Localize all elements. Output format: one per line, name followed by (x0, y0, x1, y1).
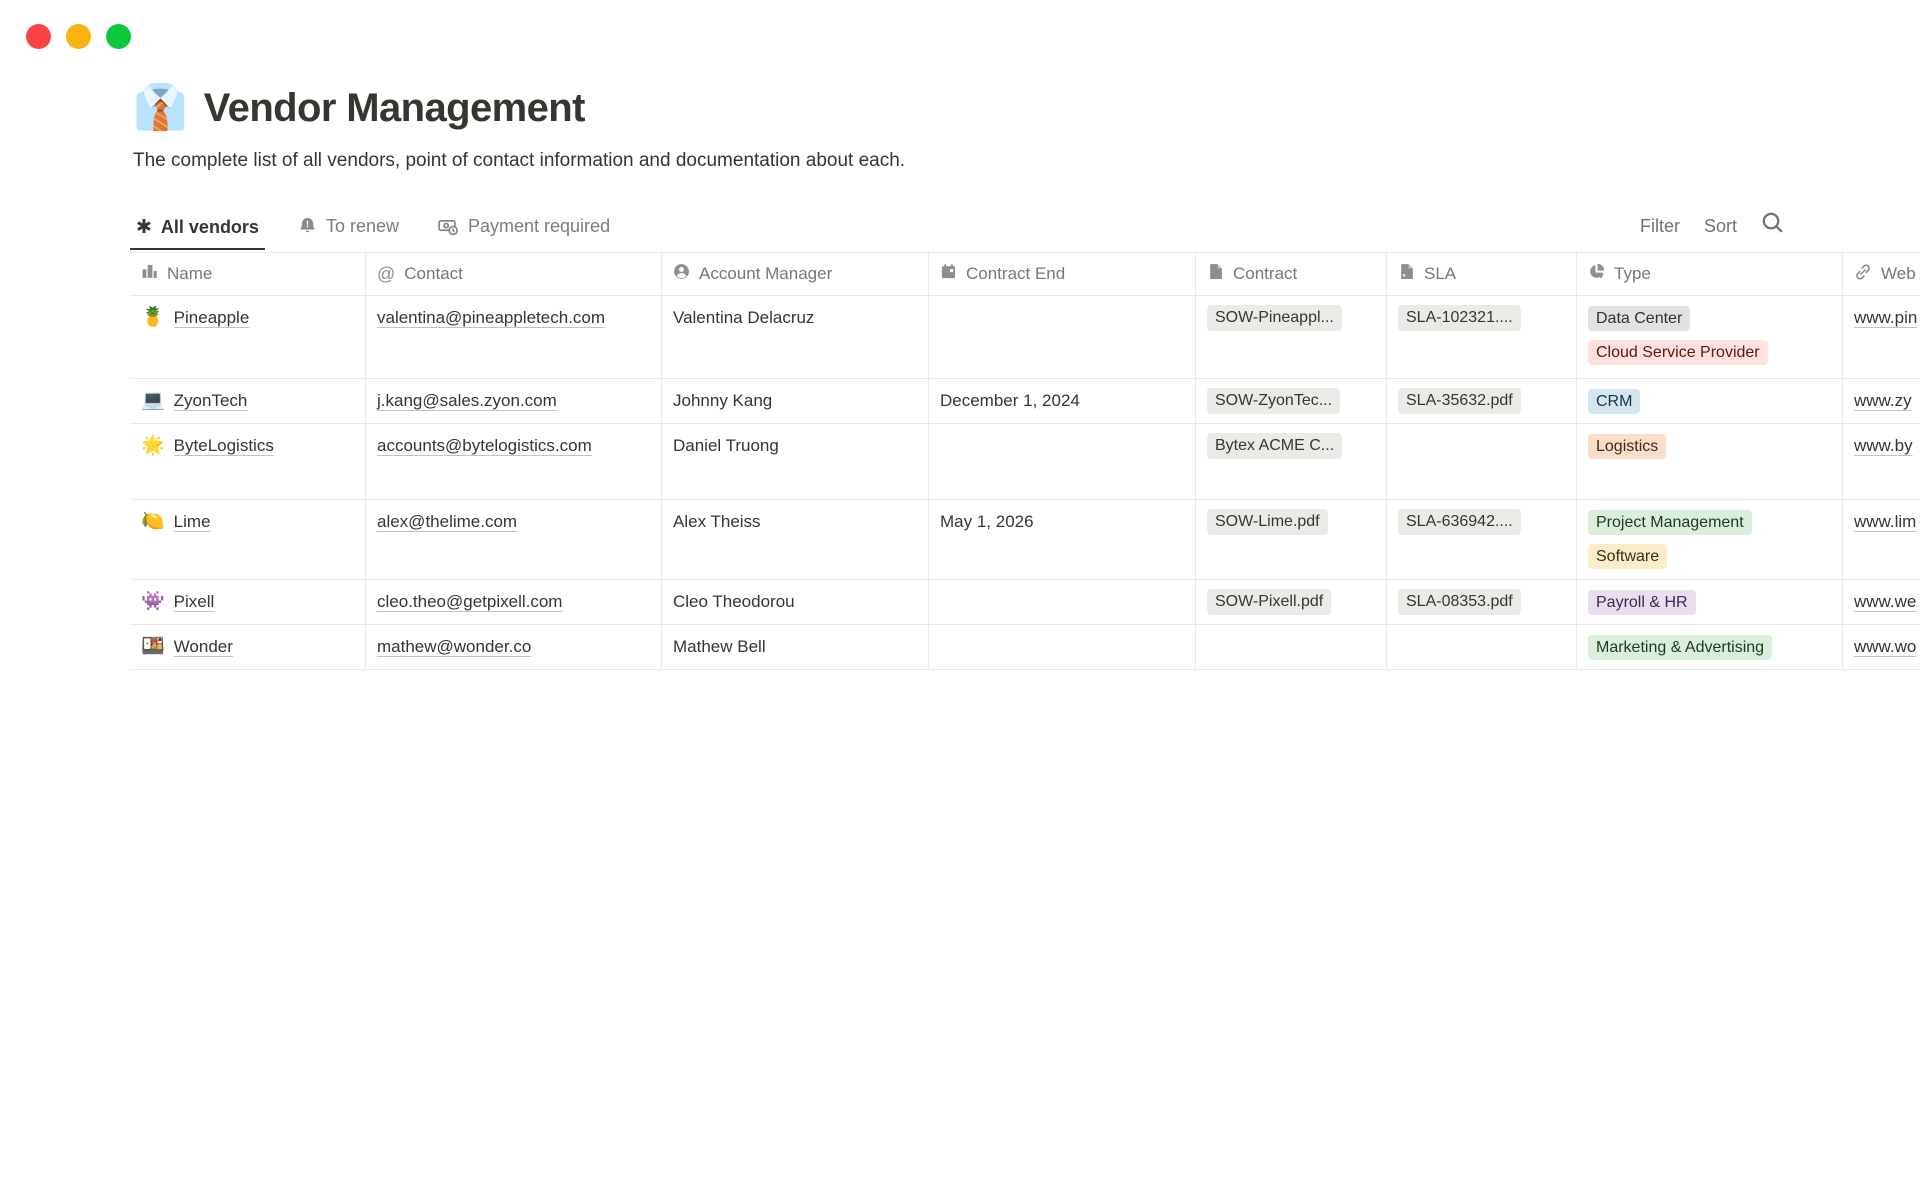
search-button[interactable] (1761, 211, 1784, 250)
search-icon (1761, 221, 1784, 238)
page-description[interactable]: The complete list of all vendors, point of contact information and documentation about each. (133, 150, 906, 171)
calendar-icon (940, 263, 957, 285)
window-controls (26, 24, 131, 49)
cell-account-manager[interactable] (662, 580, 929, 624)
cell-name[interactable] (130, 379, 366, 423)
column-header-web[interactable] (1843, 253, 1920, 295)
table-row (130, 379, 1920, 424)
tab-label: All vendors (160, 216, 259, 237)
tab-label: Payment required (468, 216, 611, 236)
column-label: Name (167, 264, 213, 283)
email-link[interactable]: accounts@bytelogistics.com (377, 436, 592, 455)
cell-contract[interactable] (1196, 379, 1387, 423)
cell-account-manager[interactable] (662, 625, 929, 669)
cell-contract[interactable] (1196, 424, 1387, 499)
view-tabs-bar (130, 198, 616, 250)
account-manager-text: Valentina Delacruz (673, 308, 815, 327)
cell-type[interactable] (1577, 424, 1843, 499)
sort-button[interactable]: Sort (1703, 216, 1737, 236)
cell-web[interactable] (1843, 379, 1920, 423)
table-header-row (130, 252, 1920, 296)
table-row (130, 580, 1920, 625)
type-tag[interactable]: Payroll & HR (1588, 590, 1696, 615)
sla-file-chip[interactable]: SLA-08353.pdf (1398, 589, 1521, 615)
contract-end-date: May 1, 2026 (940, 512, 1034, 531)
filter-button[interactable]: Filter (1639, 216, 1680, 236)
cell-contract-end[interactable] (929, 580, 1196, 624)
vendor-page-link[interactable]: ByteLogistics (173, 436, 274, 455)
view-controls (1640, 198, 1784, 250)
person-icon (673, 263, 690, 285)
website-link[interactable]: www.we (1854, 592, 1917, 611)
column-header-contact[interactable] (366, 253, 662, 295)
page-header (133, 82, 1793, 172)
cell-name[interactable] (130, 580, 366, 624)
website-link[interactable]: www.pin (1854, 308, 1918, 327)
website-link[interactable]: www.wo (1854, 637, 1917, 656)
type-tag[interactable]: Logistics (1588, 434, 1666, 459)
cell-account-manager[interactable] (662, 424, 929, 499)
multiselect-icon (1588, 263, 1605, 285)
type-tag[interactable]: Data Center (1588, 306, 1690, 331)
sla-file-chip[interactable]: SLA-102321.... (1398, 305, 1521, 331)
link-icon (1854, 263, 1872, 286)
cell-sla[interactable] (1387, 625, 1577, 669)
sla-file-chip[interactable]: SLA-636942.... (1398, 509, 1521, 535)
cell-contact[interactable] (366, 424, 662, 499)
cell-type[interactable] (1577, 625, 1843, 669)
vendor-page-link[interactable]: Pineapple (173, 308, 250, 327)
cell-account-manager[interactable] (662, 379, 929, 423)
column-label: Account Manager (699, 264, 833, 283)
cell-contact[interactable] (366, 500, 662, 579)
cell-account-manager[interactable] (662, 296, 929, 378)
account-manager-text: Mathew Bell (673, 637, 766, 656)
table-row (130, 424, 1920, 500)
payment-icon (438, 217, 459, 236)
cell-type[interactable] (1577, 580, 1843, 624)
cell-sla[interactable] (1387, 500, 1577, 579)
website-link[interactable]: www.lim (1854, 512, 1917, 531)
tab-payment-required[interactable] (432, 216, 616, 250)
cell-web[interactable] (1843, 625, 1920, 669)
zoom-window-button[interactable] (106, 24, 131, 49)
column-label: Contact (404, 264, 463, 283)
buildings-icon (141, 263, 158, 285)
cell-web[interactable] (1843, 580, 1920, 624)
vendor-emoji-icon: 🍋 (141, 511, 165, 532)
vendor-page-link[interactable]: Pixell (173, 592, 215, 611)
cell-contract[interactable] (1196, 296, 1387, 378)
column-header-sla[interactable] (1387, 253, 1577, 295)
column-label: SLA (1424, 264, 1457, 283)
column-header-contract-end[interactable] (929, 253, 1196, 295)
page-title[interactable]: Vendor Management (203, 85, 585, 130)
cell-contract-end[interactable] (929, 500, 1196, 579)
file-icon (1398, 263, 1415, 285)
account-manager-text: Daniel Truong (673, 436, 779, 455)
vendor-page-link[interactable]: ZyonTech (173, 391, 248, 410)
asterisk-view-icon: ✱ (136, 216, 152, 238)
cell-contract-end[interactable] (929, 424, 1196, 499)
email-link[interactable]: alex@thelime.com (377, 512, 518, 531)
email-link[interactable]: cleo.theo@getpixell.com (377, 592, 563, 611)
file-icon (1207, 263, 1224, 285)
type-tag[interactable]: CRM (1588, 389, 1640, 414)
account-manager-text: Cleo Theodorou (673, 592, 795, 611)
cell-contact[interactable] (366, 625, 662, 669)
cell-contact[interactable] (366, 296, 662, 378)
vendor-page-link[interactable]: Wonder (173, 637, 233, 656)
table-row (130, 500, 1920, 580)
cell-web[interactable] (1843, 500, 1920, 579)
cell-contract[interactable] (1196, 500, 1387, 579)
vendor-table (130, 252, 1920, 670)
tab-label: To renew (325, 216, 399, 236)
tab-all-vendors[interactable] (130, 217, 265, 251)
email-link[interactable]: mathew@wonder.co (377, 637, 532, 656)
column-header-type[interactable] (1577, 253, 1843, 295)
cell-type[interactable] (1577, 500, 1843, 579)
contract-file-chip[interactable]: SOW-ZyonTec... (1207, 388, 1340, 414)
cell-contract-end[interactable] (929, 296, 1196, 378)
column-header-account-manager[interactable] (662, 253, 929, 295)
cell-contract-end[interactable] (929, 379, 1196, 423)
account-manager-text: Johnny Kang (673, 391, 773, 410)
close-window-button[interactable] (26, 24, 51, 49)
type-tag[interactable]: Marketing & Advertising (1588, 635, 1772, 660)
cell-name[interactable] (130, 625, 366, 669)
vendor-emoji-icon: 💻 (141, 390, 165, 411)
cell-contact[interactable] (366, 379, 662, 423)
vendor-emoji-icon: 🌟 (141, 435, 165, 456)
type-tag[interactable]: Software (1588, 544, 1667, 569)
column-label: Contract End (966, 264, 1066, 283)
cell-contract[interactable] (1196, 625, 1387, 669)
column-label: Web (1881, 264, 1916, 283)
sla-file-chip[interactable]: SLA-35632.pdf (1398, 388, 1521, 414)
minimize-window-button[interactable] (66, 24, 91, 49)
cell-web[interactable] (1843, 424, 1920, 499)
cell-sla[interactable] (1387, 379, 1577, 423)
cell-sla[interactable] (1387, 424, 1577, 499)
cell-contact[interactable] (366, 580, 662, 624)
contract-end-date: December 1, 2024 (940, 391, 1080, 410)
at-icon: @ (377, 264, 396, 284)
email-link[interactable]: j.kang@sales.zyon.com (377, 391, 557, 410)
column-header-name[interactable] (130, 253, 366, 295)
cell-type[interactable] (1577, 296, 1843, 378)
column-label: Type (1614, 264, 1651, 283)
type-tag[interactable]: Cloud Service Provider (1588, 340, 1768, 365)
bell-icon (298, 217, 317, 236)
website-link[interactable]: www.by (1854, 436, 1913, 455)
email-link[interactable]: valentina@pineappletech.com (377, 308, 606, 327)
cell-type[interactable] (1577, 379, 1843, 423)
cell-contract-end[interactable] (929, 625, 1196, 669)
cell-sla[interactable] (1387, 580, 1577, 624)
cell-name[interactable] (130, 296, 366, 378)
table-row (130, 625, 1920, 670)
account-manager-text: Alex Theiss (673, 512, 761, 531)
cell-name[interactable] (130, 424, 366, 499)
vendor-emoji-icon: 👾 (141, 591, 165, 612)
contract-file-chip[interactable]: Bytex ACME C... (1207, 433, 1342, 459)
cell-account-manager[interactable] (662, 500, 929, 579)
cell-name[interactable] (130, 500, 366, 579)
cell-contract[interactable] (1196, 580, 1387, 624)
cell-web[interactable] (1843, 296, 1920, 378)
vendor-emoji-icon: 🍍 (141, 307, 165, 328)
contract-file-chip[interactable]: SOW-Pineappl... (1207, 305, 1342, 331)
column-label: Contract (1233, 264, 1298, 283)
tab-to-renew[interactable] (292, 216, 405, 250)
type-tag[interactable]: Project Management (1588, 510, 1752, 535)
cell-sla[interactable] (1387, 296, 1577, 378)
column-header-contract[interactable] (1196, 253, 1387, 295)
website-link[interactable]: www.zy (1854, 391, 1912, 410)
contract-file-chip[interactable]: SOW-Lime.pdf (1207, 509, 1328, 535)
page-emoji-icon[interactable]: 👔 (133, 83, 188, 132)
vendor-page-link[interactable]: Lime (173, 512, 211, 531)
vendor-emoji-icon: 🍱 (141, 636, 165, 657)
contract-file-chip[interactable]: SOW-Pixell.pdf (1207, 589, 1331, 615)
table-row (130, 296, 1920, 379)
